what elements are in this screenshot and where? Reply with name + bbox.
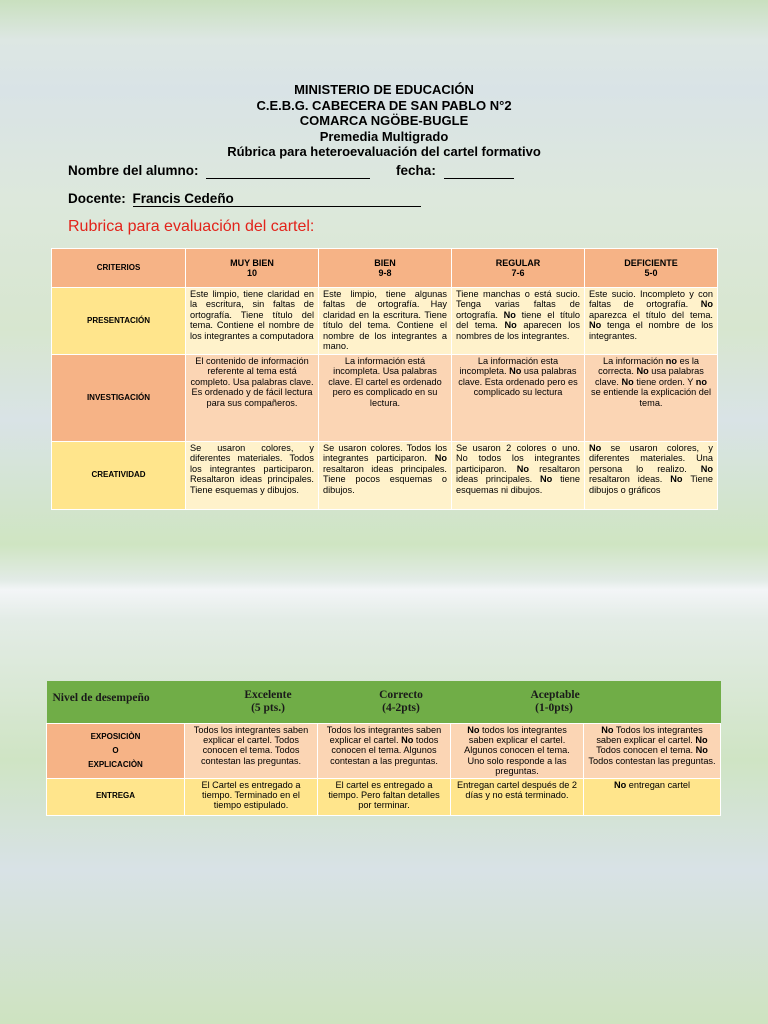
document-header [0,82,768,160]
teacher-name: Francis Cedeño [133,191,421,207]
cell-exposicion-correcto: Todos los integrantes saben explicar el cartel. No todos conocen el tema. Algunos contestan a las preguntas. [318,723,451,778]
cell-investigacion-muy-bien: El contenido de información referente al tema está completo. Usa palabras clave. Es ordenado y de fácil lectura para sus compañeros. [186,355,319,442]
table-header-row [52,249,718,288]
cell-investigacion-bien: La información está incompleta. Usa palabras clave. El cartel es ordenado pero es complicado en su lectura. [319,355,452,442]
teacher-line [68,191,421,207]
header-bien: BIEN 9-8 [319,249,452,288]
cell-presentacion-muy-bien: Este limpio, tiene claridad en la escritura, sin faltas de ortografía. Tiene título del tema. Contiene el nombre de los integrantes a computadora [186,288,319,355]
performance-header-row [47,681,721,723]
school-name: C.E.B.G. CABECERA DE SAN PABLO N°2 [256,97,512,113]
criterion-creatividad: CREATIVIDAD [52,442,186,510]
header-criterios: CRITERIOS [52,249,186,288]
table-row [47,723,721,778]
header-aceptable: Aceptable (1-0pts) [451,681,584,723]
date-label: fecha: [396,163,436,178]
criterion-presentacion: PRESENTACIÓN [52,288,186,355]
section-title: Rubrica para evaluación del cartel: [68,218,315,235]
rubric-title: Rúbrica para heteroevaluación del cartel formativo [227,144,541,159]
cell-presentacion-bien: Este limpio, tiene algunas faltas de ortografía. Hay claridad en la escritura. Tiene título del tema. Contiene el nombre de los integrantes a mano. [319,288,452,355]
cell-creatividad-deficiente: No se usaron colores, y diferentes materiales. Una persona lo realizo. No resaltaron ideas. No Tiene dibujos o gráficos [585,442,718,510]
student-name-blank[interactable] [206,163,370,179]
region-name: COMARCA NGÖBE-BUGLE [299,113,469,128]
cell-investigacion-deficiente: La información no es la correcta. No usa palabras clave. No tiene orden. Y no se entiende la explicación del tema. [585,355,718,442]
header-deficiente: DEFICIENTE 5-0 [585,249,718,288]
ministry-title: MINISTERIO DE EDUCACIÓN [294,82,474,97]
cell-entrega-excelente: El Cartel es entregado a tiempo. Terminado en el tiempo estipulado. [185,778,318,815]
table-row [52,355,718,442]
criterion-exposicion: EXPOSICIÒN O EXPLICACIÒN [47,723,185,778]
cell-exposicion-aceptable: No todos los integrantes saben explicar el cartel. Algunos conocen el tema. Uno solo responde a las preguntas. [451,723,584,778]
cell-exposicion-extra: No Todos los integrantes saben explicar el cartel. No Todos conocen el tema. No Todos contestan las preguntas. [584,723,721,778]
teacher-label: Docente: [68,191,126,206]
student-label: Nombre del alumno: [68,163,199,178]
table-row [52,288,718,355]
cell-exposicion-excelente: Todos los integrantes saben explicar el cartel. Todos conocen el tema. Todos contestan las preguntas. [185,723,318,778]
table-row [47,778,721,815]
cell-presentacion-regular: Tiene manchas o está sucio. Tenga varias faltas de ortografía. No tiene el título del tema. No aparecen los nombres de los integrantes. [452,288,585,355]
cartel-rubric-table [51,248,718,510]
date-blank[interactable] [444,163,514,179]
level-name: Premedia Multigrado [319,128,449,144]
cell-investigacion-regular: La información esta incompleta. No usa palabras clave. Esta ordenado pero es complicado su lectura [452,355,585,442]
header-regular: REGULAR 7-6 [452,249,585,288]
student-line [68,163,514,179]
header-muy-bien: MUY BIEN 10 [186,249,319,288]
cell-entrega-correcto: El cartel es entregado a tiempo. Pero faltan detalles por terminar. [318,778,451,815]
criterion-investigacion: INVESTIGACIÓN [52,355,186,442]
header-nivel: Nivel de desempeño [47,681,185,723]
criterion-entrega: ENTREGA [47,778,185,815]
header-blank [584,681,721,723]
performance-rubric-table [46,681,721,816]
cell-creatividad-bien: Se usaron colores. Todos los integrantes participaron. No resaltaron ideas principales. Tiene pocos esquemas o dibujos. [319,442,452,510]
cell-creatividad-muy-bien: Se usaron colores, y diferentes materiales. Todos los integrantes participaron. Resaltaron ideas principales. Tiene esquemas y dibujos. [186,442,319,510]
cell-presentacion-deficiente: Este sucio. Incompleto y con faltas de ortografía. No aparezca el título del tema. No tenga el nombre de los integrantes. [585,288,718,355]
table-row [52,442,718,510]
cell-entrega-aceptable: Entregan cartel después de 2 días y no está terminado. [451,778,584,815]
header-excelente: Excelente (5 pts.) [185,681,318,723]
cell-creatividad-regular: Se usaron 2 colores o uno. No todos los integrantes participaron. No resaltaron ideas principales. No tiene esquemas ni dibujos. [452,442,585,510]
header-correcto: Correcto (4-2pts) [318,681,451,723]
cell-entrega-extra: No entregan cartel [584,778,721,815]
